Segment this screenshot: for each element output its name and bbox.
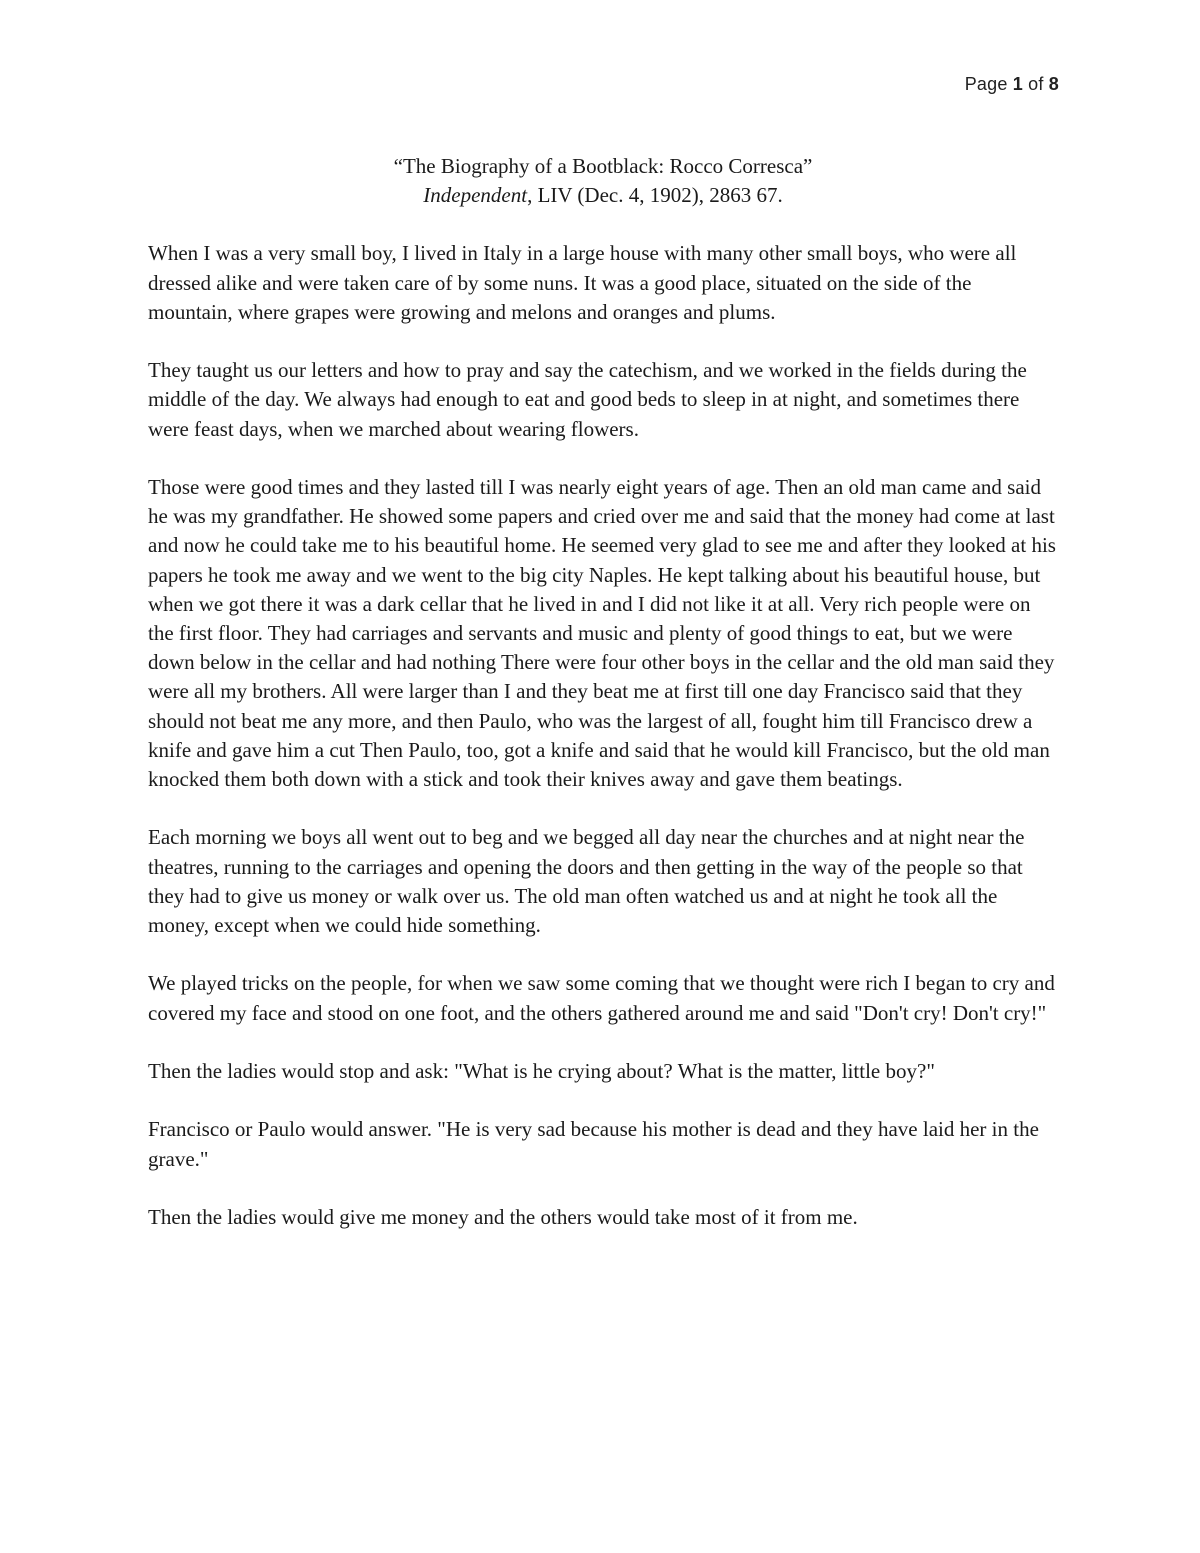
source-publication: Independent (423, 183, 528, 208)
paragraph: Francisco or Paulo would answer. "He is very sad because his mother is dead and they have laid her in the grave." (148, 1117, 1039, 1171)
page-current: 1 (1012, 74, 1023, 94)
paragraph: Then the ladies would stop and ask: "What is he crying about? What is the matter, little boy?" (148, 1059, 935, 1084)
paragraph: We played tricks on the people, for when we saw some coming that we thought were rich I began to cry and covered my face and stood on one foot, and the others gathered around me and said "Don't cry! Don't cry!" (148, 971, 1055, 1025)
document-source (148, 181, 1058, 210)
page-indicator (965, 74, 1059, 95)
page-total: 8 (1048, 74, 1059, 94)
paragraph: Then the ladies would give me money and the others would take most of it from me. (148, 1205, 858, 1229)
document-body (148, 152, 1058, 1261)
paragraph: They taught us our letters and how to pray and say the catechism, and we worked in the fields during the middle of the day. We always had enough to eat and good beds to sleep in at night, and sometimes there were feast days, when we marched about wearing flowers. (148, 358, 1027, 441)
page-prefix: Page (964, 74, 1013, 94)
paragraph: Each morning we boys all went out to beg and we begged all day near the churches and at night near the theatres, running to the carriages and opening the doors and then getting in the way of the people so that they had to give us money or walk over us. The old man often watched us and at night he took all the money, except when we could hide something. (148, 825, 1025, 938)
paragraph: Those were good times and they lasted till I was nearly eight years of age. Then an old man came and said he was my grandfather. He showed some papers and cried over me and said that the money had come at last and now he could take me to his beautiful home. He seemed very glad to see me and after they looked at his papers he took me away and we went to the big city Naples. He kept talking about his beautiful house, but when we got there it was a dark cellar that he lived in and I did not like it at all. Very rich people were on the first floor. They had carriages and servants and music and plenty of good things to eat, but we were down below in the cellar and had nothing There were four other boys in the cellar and the old man said they were all my brothers. All were larger than I and they beat me at first till one day Francisco said that they should not beat me any more, and then Paulo, who was the largest of all, fought him till Francisco drew a knife and gave him a cut Then Paulo, too, got a knife and said that he would kill Francisco, but the old man knocked them both down with a stick and took their knives away and gave them beatings. (148, 475, 1056, 792)
page-separator: of (1022, 74, 1049, 94)
document-title: “The Biography of a Bootblack: Rocco Corresca” (393, 154, 813, 178)
document-header (148, 152, 1058, 210)
source-citation: , LIV (Dec. 4, 1902), 2863 67. (527, 183, 783, 208)
paragraph: When I was a very small boy, I lived in Italy in a large house with many other small boys, who were all dressed alike and were taken care of by some nuns. It was a good place, situated on the side of the mountain, where grapes were growing and melons and oranges and plums. (148, 241, 1017, 324)
